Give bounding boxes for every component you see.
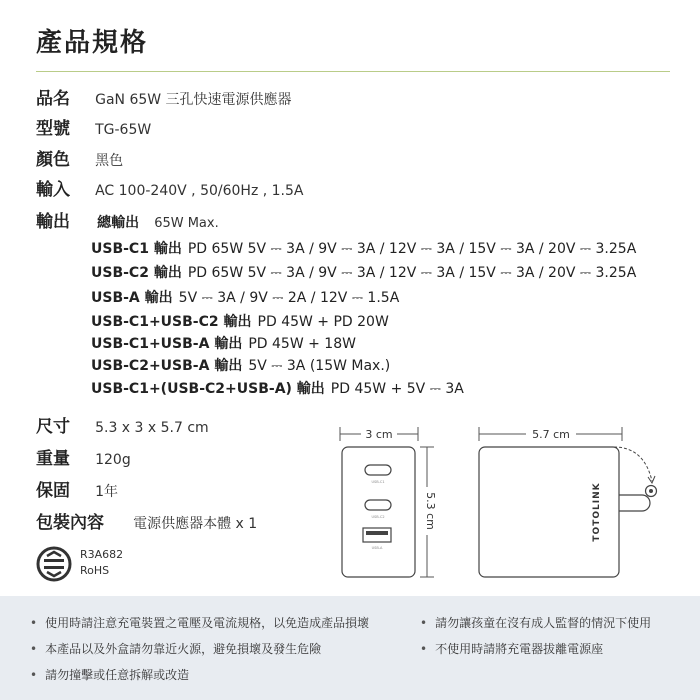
spec-row-name — [36, 84, 292, 109]
front-view-diagram — [335, 425, 445, 585]
port-row — [91, 333, 356, 353]
cert-code: R3A682 — [80, 548, 124, 561]
port-spec: PD 45W + 18W — [248, 336, 356, 352]
spec-value: 電源供應器本體 x 1 — [133, 516, 258, 532]
notes-footer — [0, 596, 700, 700]
spec-row-input — [36, 175, 304, 200]
spec-row-package — [36, 508, 257, 533]
spec-label: 輸出 — [36, 212, 70, 232]
side-view-diagram — [474, 425, 674, 585]
port-spec: PD 45W + 5V ⎓ 3A — [330, 381, 464, 397]
spec-value: 1年 — [95, 484, 119, 500]
plug-prong-icon — [619, 495, 650, 511]
port-name: USB-C1+USB-C2 輸出 — [91, 314, 252, 330]
spec-row-weight — [36, 444, 131, 469]
spec-label: 保固 — [36, 481, 70, 501]
port-name: USB-C1+(USB-C2+USB-A) 輸出 — [91, 381, 325, 397]
port-spec: PD 65W 5V ⎓ 3A / 9V ⎓ 3A / 12V ⎓ 3A / 15V ⎓ 3A / 20V ⎓ 3.25A — [187, 241, 637, 257]
spec-row-color — [36, 145, 123, 170]
note-item: • 使用時請注意充電裝置之電壓及電流規格，以免造成產品損壞 — [30, 614, 369, 631]
spec-value: 120g — [95, 452, 131, 468]
port-row — [91, 238, 636, 258]
port-name: USB-C2+USB-A 輸出 — [91, 358, 243, 374]
note-item: • 本產品以及外盒請勿靠近火源，避免損壞及發生危險 — [30, 640, 321, 657]
note-item: • 不使用時請將充電器拔離電源座 — [420, 640, 603, 657]
port-label: USB-C1 — [371, 480, 385, 484]
usb-c2-port-icon — [365, 500, 391, 510]
spec-row-warranty — [36, 476, 118, 501]
spec-label: 尺寸 — [36, 417, 70, 437]
spec-value: 5.3 x 3 x 5.7 cm — [95, 420, 209, 436]
spec-row-output — [36, 207, 219, 232]
port-row — [91, 355, 390, 375]
fold-arrow-icon — [614, 447, 652, 481]
port-spec: PD 65W 5V ⎓ 3A / 9V ⎓ 3A / 12V ⎓ 3A / 15V ⎓ 3A / 20V ⎓ 3.25A — [187, 265, 637, 281]
brand-logo: TOTOLINK — [592, 482, 602, 542]
height-dimension-label: 5.3 cm — [424, 492, 437, 530]
rohs-label: RoHS — [80, 564, 110, 577]
port-name: USB-A 輸出 — [91, 290, 173, 306]
note-item: • 請勿讓孩童在沒有成人監督的情況下使用 — [420, 614, 651, 631]
spec-label: 型號 — [36, 119, 70, 139]
port-spec: 5V ⎓ 3A / 9V ⎓ 2A / 12V ⎓ 1.5A — [178, 290, 400, 306]
total-output-label: 總輸出 — [97, 215, 140, 231]
port-name: USB-C1+USB-A 輸出 — [91, 336, 243, 352]
title-divider — [36, 71, 670, 72]
spec-value: GaN 65W 三孔快速電源供應器 — [95, 92, 292, 108]
spec-row-model — [36, 114, 151, 139]
spec-row-size — [36, 412, 209, 437]
port-spec: PD 45W + PD 20W — [257, 314, 389, 330]
spec-label: 品名 — [36, 89, 70, 109]
port-spec: 5V ⎓ 3A (15W Max.) — [248, 358, 391, 374]
port-label: USB-A — [371, 546, 383, 550]
port-name: USB-C2 輸出 — [91, 265, 182, 281]
port-row — [91, 378, 464, 398]
spec-value: TG-65W — [95, 122, 152, 138]
port-name: USB-C1 輸出 — [91, 241, 182, 257]
spec-value: AC 100-240V , 50/60Hz , 1.5A — [95, 183, 304, 199]
usb-c1-port-icon — [365, 465, 391, 475]
note-item: • 請勿撞擊或任意拆解或改造 — [30, 666, 189, 683]
depth-dimension-label: 5.7 cm — [532, 428, 570, 441]
page-title: 產品規格 — [36, 28, 149, 58]
spec-value: 黑色 — [95, 153, 124, 169]
port-row — [91, 262, 636, 282]
port-row — [91, 311, 389, 331]
spec-label: 包裝內容 — [36, 513, 104, 533]
bsmi-cert-icon — [34, 544, 74, 584]
spec-label: 重量 — [36, 449, 70, 469]
spec-label: 顏色 — [36, 150, 70, 170]
width-dimension-label: 3 cm — [365, 428, 393, 441]
port-label: USB-C2 — [371, 515, 385, 519]
total-output-value: 65W Max. — [154, 216, 219, 231]
spec-label: 輸入 — [36, 180, 70, 200]
port-row — [91, 287, 399, 307]
